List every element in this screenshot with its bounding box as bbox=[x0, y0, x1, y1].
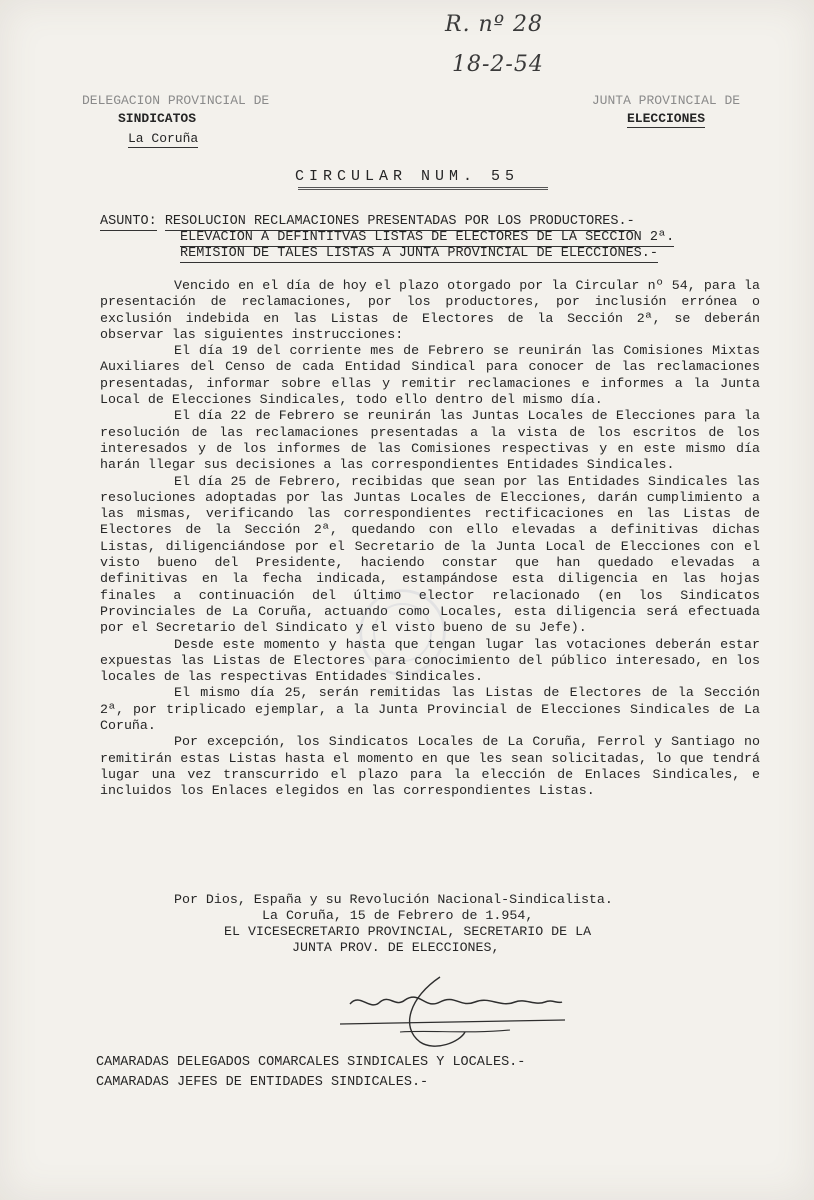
paragraph: Vencido en el día de hoy el plazo otorgado por la Circular nº 54, para la presentación de reclamaciones, por los productores, por inclusión errónea o exclusión indebida en las Listas de Electores de la Sección 2ª, se deberán observar las siguientes instrucciones: bbox=[100, 278, 760, 342]
document-body bbox=[100, 278, 760, 800]
recipients-line2: CAMARADAS JEFES DE ENTIDADES SINDICALES.- bbox=[96, 1075, 429, 1090]
header-left-line3: La Coruña bbox=[128, 131, 199, 146]
paragraph: Desde este momento y hasta que tengan lugar las votaciones deberán estar expuestas las Listas de Electores para conocimiento del público interesado, en los locales de las respectivas Entidades Sindicales. bbox=[100, 636, 760, 685]
paragraph: El día 19 del corriente mes de Febrero se reunirán las Comisiones Mixtas Auxiliares del Censo de cada Entidad Sindical para conocer de las reclamaciones presentadas, informar sobre ellas y remitir reclamaciones e informes a la Junta Local de Elecciones Sindicales, todo ello dentro del mismo día. bbox=[100, 343, 760, 408]
closing-motto: Por Dios, España y su Revolución Nacional-Sindicalista. bbox=[174, 892, 613, 907]
asunto-line-2: ELEVACION A DEFINTITVAS LISTAS DE ELECTORES DE LA SECCION 2ª. bbox=[180, 230, 675, 245]
circular-title: CIRCULAR NUM. 55 bbox=[294, 168, 520, 185]
paragraph: Por excepción, los Sindicatos Locales de La Coruña, Ferrol y Santiago no remitirán estas Listas hasta el momento en que les sean solicitadas, lo que tendrá lugar una vez transcurrido el plazo para la elección de Enlaces Sindicales, e incluidos los Enlaces elegidos en las correspondientes Listas. bbox=[100, 734, 760, 799]
paragraph: El día 25 de Febrero, recibidas que sean por las Entidades Sindicales las resoluciones adoptadas por las Juntas Locales de Elecciones, darán cumplimiento a las mismas, verificando las correspondientes rectificaciones en las Listas de Electores de la Sección 2ª, quedando con ello elevadas a definitivas dichas Listas, diligenciándose por el Secretario de la Junta Local de Elecciones con el visto bueno del Presidente, haciendo constar que han quedado elevadas a definitivas en la fecha indicada, estampándose esta diligencia en las hojas finales a continuación del último elector relacionado (en los Sindicatos Provinciales de La Coruña, actuando como Locales, esta diligencia será efectuada por el Secretario del Sindicato y el visto bueno de su Jefe). bbox=[100, 473, 760, 636]
handwritten-reference: R. nº 28 bbox=[445, 12, 544, 37]
header-left bbox=[82, 92, 269, 148]
asunto-line-1: RESOLUCION RECLAMACIONES PRESENTADAS POR LOS PRODUCTORES.- bbox=[164, 214, 635, 229]
handwritten-signature bbox=[340, 972, 570, 1062]
asunto-label: ASUNTO: bbox=[100, 214, 157, 229]
closing-block bbox=[0, 892, 814, 956]
title-double-rule bbox=[298, 187, 548, 190]
header-right-line1: JUNTA PROVINCIAL DE bbox=[591, 93, 741, 108]
header-right-line2: ELECCIONES bbox=[626, 111, 705, 126]
header-right bbox=[566, 92, 766, 128]
handwritten-date: 18-2-54 bbox=[452, 52, 544, 77]
closing-place-date: La Coruña, 15 de Febrero de 1.954, bbox=[262, 908, 534, 923]
recipients-line1: CAMARADAS DELEGADOS COMARCALES SINDICALES Y LOCALES.- bbox=[96, 1055, 526, 1070]
closing-signer-line2: JUNTA PROV. DE ELECCIONES, bbox=[292, 940, 500, 955]
paragraph: El día 22 de Febrero se reunirán las Juntas Locales de Elecciones para la resolución de las reclamaciones presentadas a la vista de los escritos de los interesados y de los informes de las Comisiones respectivas y en este mismo día harán llegar sus decisiones a las correspondientes Entidades Sindicales. bbox=[100, 408, 760, 473]
closing-signer-line1: EL VICESECRETARIO PROVINCIAL, SECRETARIO DE LA bbox=[224, 924, 592, 939]
header-left-line2: SINDICATOS bbox=[118, 111, 197, 126]
asunto-block bbox=[100, 214, 780, 262]
faint-stamp bbox=[355, 585, 450, 680]
asunto-line-3: REMISION DE TALES LISTAS A JUNTA PROVINCIAL DE ELECCIONES.- bbox=[180, 246, 658, 261]
header-left-line1: DELEGACION PROVINCIAL DE bbox=[82, 93, 270, 108]
paragraph: El mismo día 25, serán remitidas las Listas de Electores de la Sección 2ª, por triplicado ejemplar, a la Junta Provincial de Elecciones Sindicales de La Coruña. bbox=[100, 685, 760, 734]
